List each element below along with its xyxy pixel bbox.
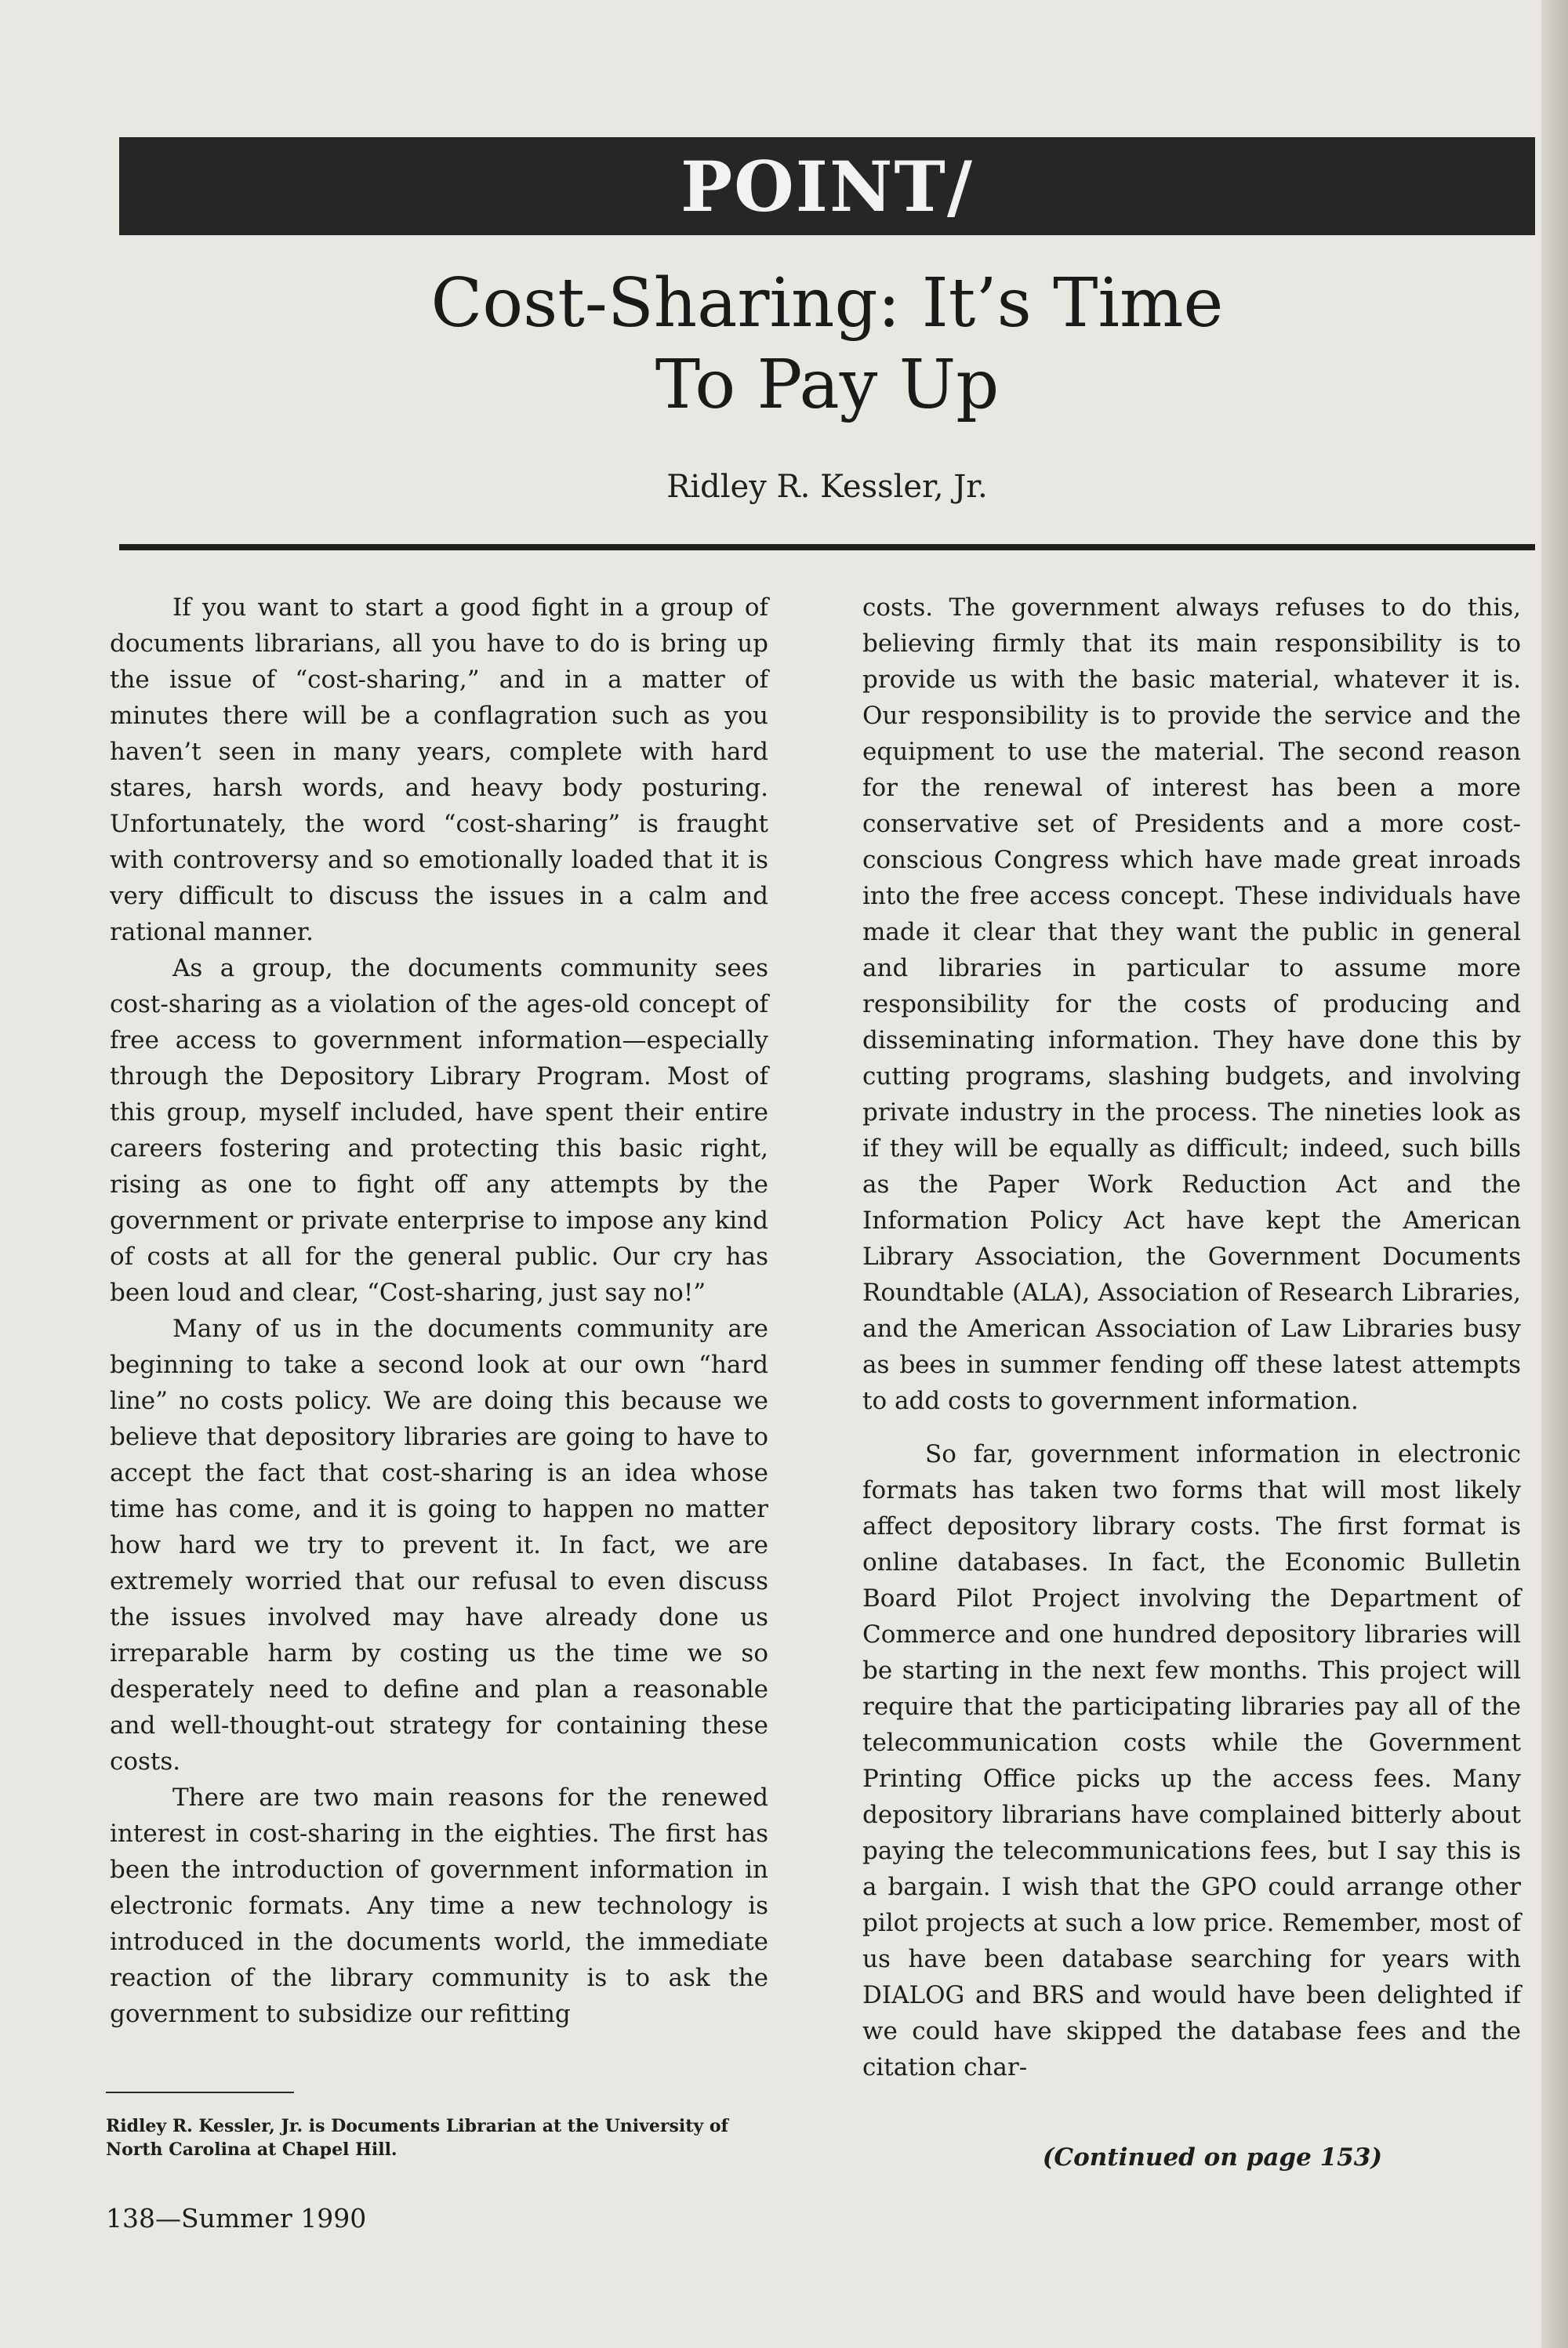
title-rule [119, 544, 1535, 550]
section-banner [119, 137, 1535, 235]
article-title [119, 263, 1535, 426]
author-footnote: Ridley R. Kessler, Jr. is Documents Librarian at the University of North Carolina at Chapel Hill. [106, 2116, 729, 2160]
right-column [862, 590, 1521, 2085]
paragraph: Many of us in the documents community are beginning to take a second look at our own “hard line” no costs policy. We are doing this because we believe that depository libraries are going to have to accept the fact that cost-sharing is an idea whose time has come, and it is going to happen no matter how hard we try to prevent it. In fact, we are extremely worried that our refusal to even discuss the issues involved may have already done us irreparable harm by costing us the time we so desperately need to define and plan a reasonable and well-thought-out strategy for containing these costs. [110, 1315, 768, 1776]
title-line-1: Cost-Sharing: It’s Time [430, 264, 1224, 343]
paragraph: There are two main reasons for the renewed interest in cost-sharing in the eighties. The first has been the introduction of government information in electronic formats. Any time a new technology is introduced in the documents world, the immediate reaction of the library community is to ask the government to subsidize our refitting [110, 1784, 768, 2028]
paragraph: So far, government information in electronic formats has taken two forms that will most likely affect depository library costs. The first format is online databases. In fact, the Economic Bulletin Board Pilot Project involving the Department of Commerce and one hundred depository libraries will be starting in the next few months. This project will require that the participating libraries pay all of the telecommunication costs while the Government Printing Office picks up the access fees. Many depository librarians have complained bitterly about paying the telecommunications fees, but I say this is a bargain. I wish that the GPO could arrange other pilot projects at such a low price. Remember, most of us have been database searching for years with DIALOG and BRS and would have been delighted if we could have skipped the database fees and the citation char- [862, 1440, 1521, 2081]
title-line-2: To Pay Up [655, 346, 1000, 424]
page-folio: 138—Summer 1990 [106, 2203, 367, 2234]
paragraph: If you want to start a good fight in a group of documents librarians, all you have to do is bring up the issue of “cost-sharing,” and in a matter of minutes there will be a conflagration such as you haven’t seen in many years, complete with hard stares, harsh words, and heavy body posturing. Unfortunately, the word “cost-sharing” is fraught with controversy and so emotionally loaded that it is very difficult to discuss the issues in a calm and rational manner. [110, 593, 768, 946]
paragraph: costs. The government always refuses to do this, believing firmly that its main responsibility is to provide us with the basic material, whatever it is. Our responsibility is to provide the service and the equipment to use the material. The second reason for the renewal of interest has been a more conservative set of Presidents and a more cost-conscious Congress which have made great inroads into the free access concept. These individuals have made it clear that they want the public in general and libraries in particular to assume more responsibility for the costs of producing and disseminating information. They have done this by cutting programs, slashing budgets, and involving private industry in the process. The nineties look as if they will be equally as difficult; indeed, such bills as the Paper Work Reduction Act and the Information Policy Act have kept the American Library Association, the Government Documents Roundtable (ALA), Association of Research Libraries, and the American Association of Law Libraries busy as bees in summer fending off these latest attempts to add costs to government information. [862, 593, 1521, 1415]
author-byline: Ridley R. Kessler, Jr. [666, 469, 988, 505]
banner-label: POINT/ [680, 145, 975, 227]
continued-note: (Continued on page 153) [1042, 2143, 1382, 2172]
left-column [110, 590, 768, 2032]
page-edge-shadow [1541, 0, 1568, 2348]
paragraph: As a group, the documents community sees cost-sharing as a violation of the ages-old concept of free access to government information—especially through the Depository Library Program. Most of this group, myself included, have spent their entire careers fostering and protecting this basic right, rising as one to fight off any attempts by the government or private enterprise to impose any kind of costs at all for the general public. Our cry has been loud and clear, “Cost-sharing, just say no!” [110, 954, 768, 1307]
footnote-rule [106, 2092, 294, 2093]
